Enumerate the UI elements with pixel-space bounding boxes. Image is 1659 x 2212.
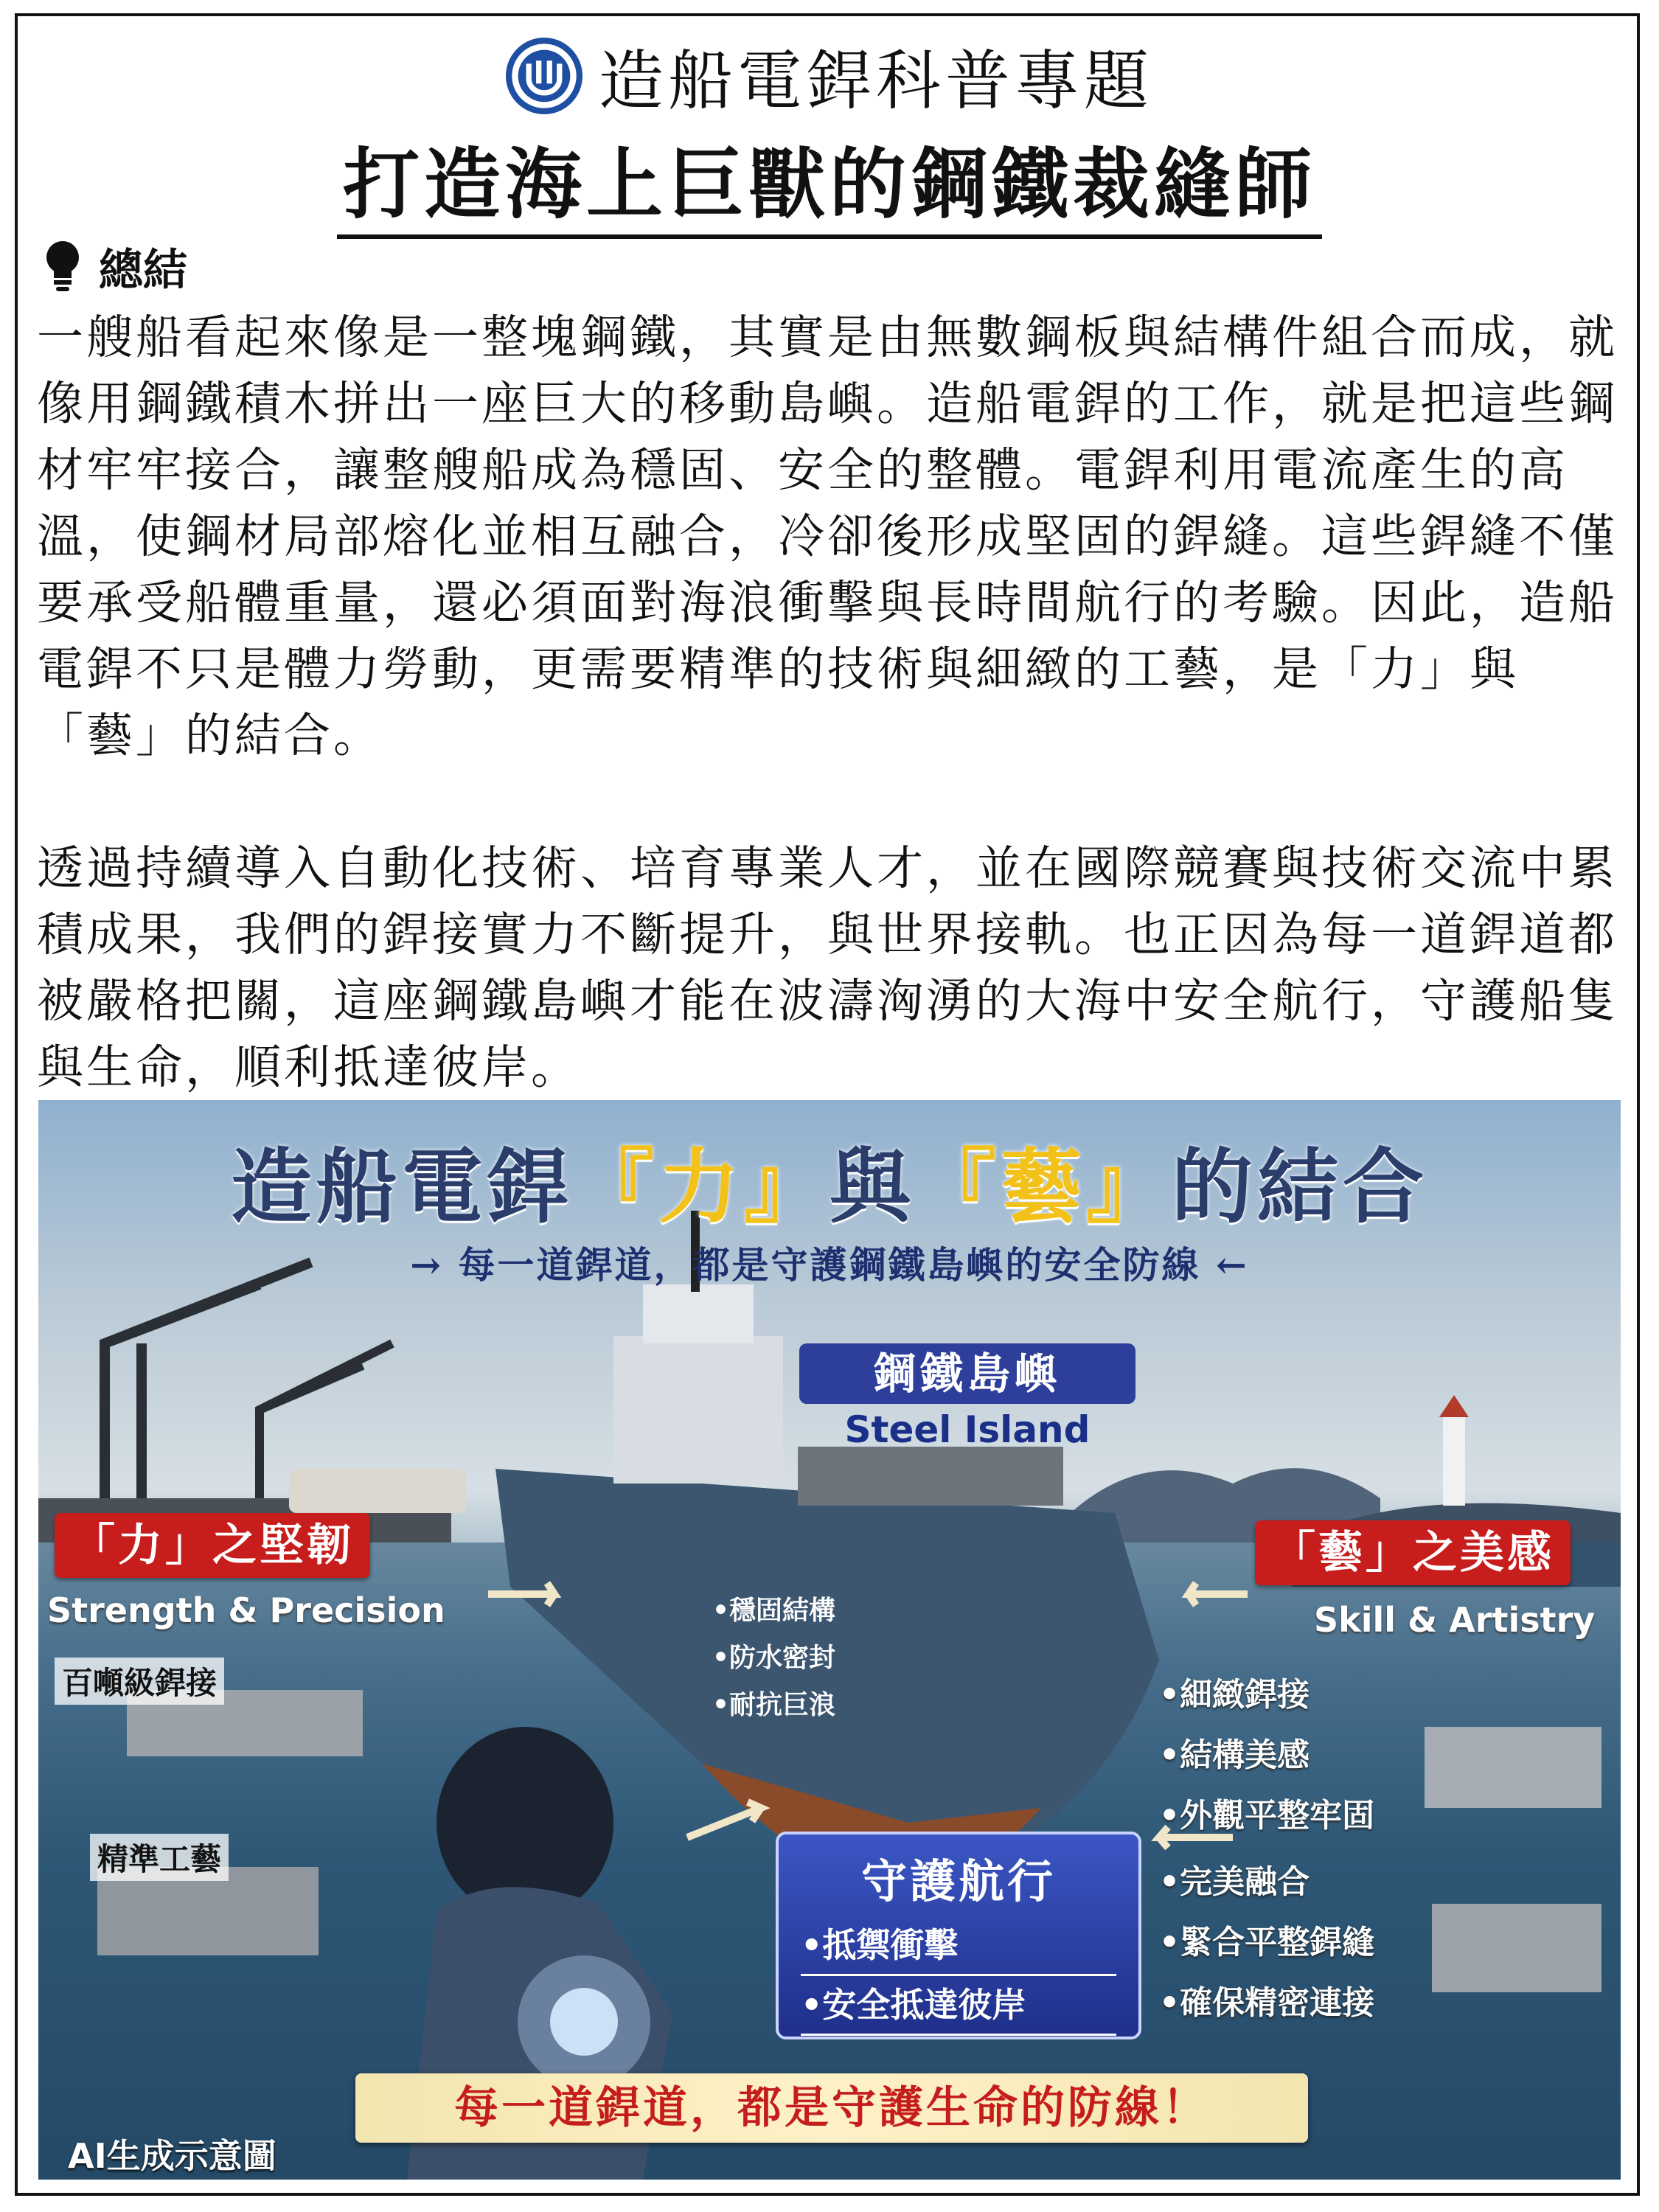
list-item: •防水密封 xyxy=(712,1642,836,1673)
skill-points xyxy=(1159,1665,1374,1846)
page-title xyxy=(0,140,1659,239)
page-title-text: 打造海上巨獸的鋼鐵裁縫師 xyxy=(337,140,1322,239)
ai-generated-note: AI生成示意圖 xyxy=(68,2136,276,2176)
skill-tag: 「藝」之美感 xyxy=(1255,1520,1571,1585)
list-item: •外觀平整牢固 xyxy=(1159,1797,1375,1834)
list-item: •細緻銲接 xyxy=(1159,1676,1310,1714)
label-heavy-weld: 百噸級銲接 xyxy=(55,1658,224,1705)
summary-label: 總結 xyxy=(99,245,187,296)
illustration-title-mid: 與 xyxy=(830,1139,915,1234)
illustration-title-prefix: 造船電銲 xyxy=(231,1139,573,1234)
illustration-title-word-strength: 『力』 xyxy=(573,1139,830,1234)
ship-superstructure-shape xyxy=(613,1336,783,1484)
guard-navigation-box xyxy=(776,1832,1141,2039)
header-subtitle: 造船電銲科普專題 xyxy=(598,43,1153,119)
lighthouse-shape xyxy=(1439,1395,1469,1417)
summary-heading xyxy=(43,237,187,296)
weld-spark-shape xyxy=(518,1955,650,2088)
list-item: •完美融合 xyxy=(1159,1863,1310,1901)
steel-plate-shape xyxy=(1425,1727,1601,1808)
header xyxy=(0,35,1659,119)
guard-points xyxy=(801,1916,1116,2036)
list-item: •耐抗巨浪 xyxy=(712,1689,836,1720)
steel-plate-shape xyxy=(1432,1904,1601,1992)
illustration-title-suffix: 的結合 xyxy=(1172,1139,1428,1234)
ship-superstructure-shape xyxy=(643,1284,754,1343)
small-ship-shape xyxy=(289,1469,466,1513)
strength-tag: 「力」之堅韌 xyxy=(55,1513,370,1578)
ship-points xyxy=(712,1587,835,1728)
list-item: •穩固結構 xyxy=(712,1595,836,1626)
lighthouse-shape xyxy=(1443,1417,1465,1506)
list-item: •安全抵達彼岸 xyxy=(801,1976,1116,2036)
list-item: •確保精密連接 xyxy=(1159,1984,1375,2022)
lightbulb-icon xyxy=(43,240,83,294)
crane-shape xyxy=(105,1262,311,1513)
label-precision: 精準工藝 xyxy=(90,1834,229,1881)
skill-caption: Skill & Artistry xyxy=(1314,1600,1596,1640)
fusion-points xyxy=(1159,1852,1374,2034)
illustration-title xyxy=(38,1122,1621,1239)
ai-illustration xyxy=(38,1100,1621,2180)
steel-island-zh: 鋼鐵島嶼 xyxy=(799,1343,1135,1404)
steel-island-en: Steel Island xyxy=(844,1408,1091,1451)
summary-paragraph-1: 一艘船看起來像是一整塊鋼鐵，其實是由無數鋼板與結構件組合而成，就像用鋼鐵積木拼出一座巨大的移動島嶼。造船電銲的工作，就是把這些鋼材牢牢接合，讓整艘船成為穩固、安全的整體。電銲利用電流產生的高溫，使鋼材局部熔化並相互融合，冷卻後形成堅固的銲縫。這些銲縫不僅要承受船體重量，還必須面對海浪衝擊與長時間航行的考驗。因此，造船電銲不只是體力勞動，更需要精準的技術與細緻的工藝，是「力」與「藝」的結合。 xyxy=(37,310,1618,762)
illustration-title-word-art: 『藝』 xyxy=(915,1139,1172,1234)
steel-island-badge xyxy=(783,1343,1152,1467)
guard-title: 守護航行 xyxy=(860,1854,1056,1908)
illustration-subtitle: → 每一道銲道，都是守護鋼鐵島嶼的安全防線 ← xyxy=(410,1243,1249,1287)
bottom-banner: 每一道銲道，都是守護生命的防線！ xyxy=(355,2073,1308,2143)
strength-caption: Strength & Precision xyxy=(47,1590,445,1630)
list-item: •緊合平整銲縫 xyxy=(1159,1924,1375,1961)
summary-paragraph-2: 透過持續導入自動化技術、培育專業人才，並在國際競賽與技術交流中累積成果，我們的銲接實力不斷提升，與世界接軌。也正因為每一道銲道都被嚴格把關，這座鋼鐵島嶼才能在波濤洶湧的大海中安全航行，守護船隻與生命，順利抵達彼岸。 xyxy=(37,841,1618,1094)
list-item: •結構美感 xyxy=(1159,1736,1310,1774)
list-item: •抵禦衝擊 xyxy=(801,1916,1116,1976)
company-logo-icon xyxy=(506,38,582,114)
